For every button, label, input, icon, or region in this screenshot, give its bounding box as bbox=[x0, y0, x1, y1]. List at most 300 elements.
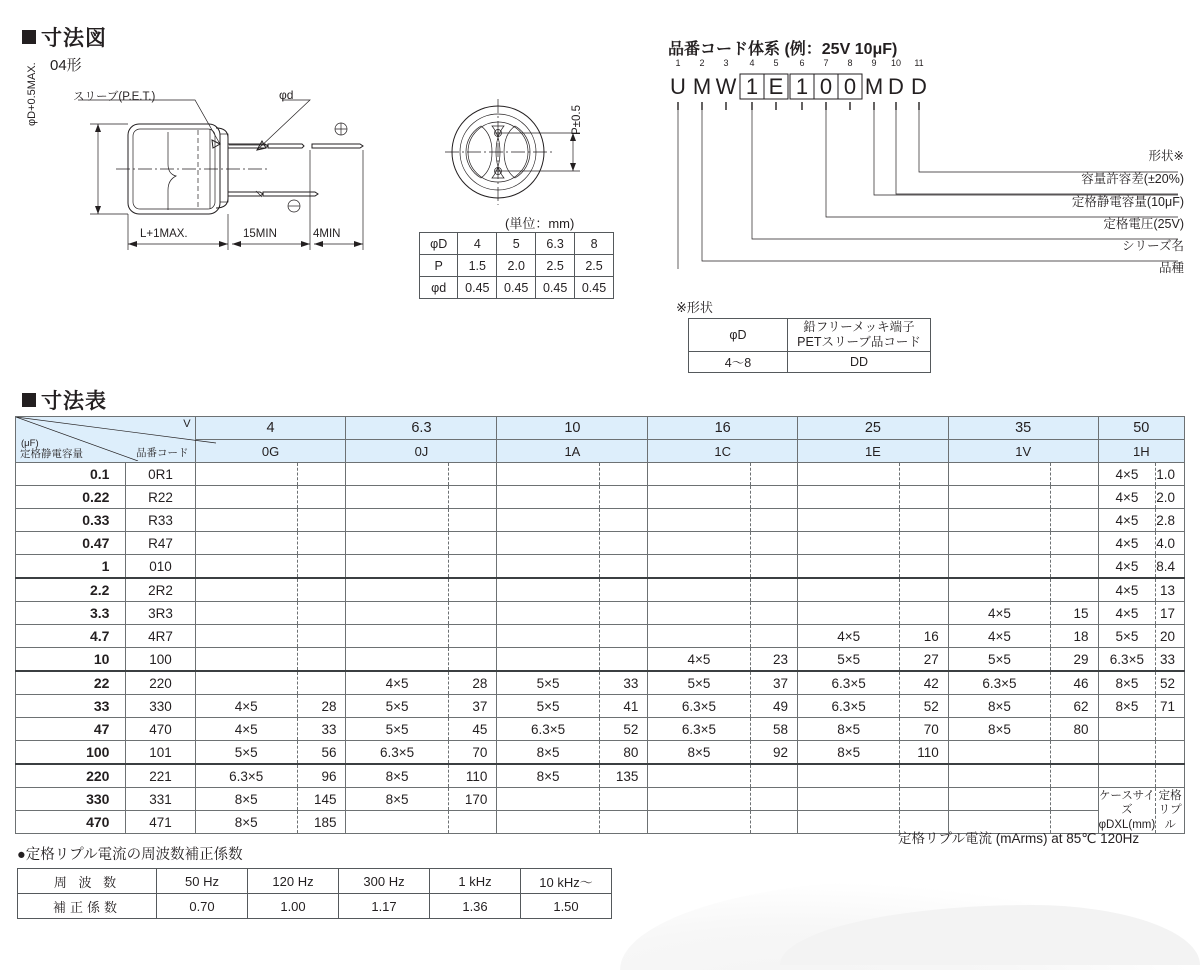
svg-text:0: 0 bbox=[819, 74, 833, 99]
table-row bbox=[420, 255, 614, 277]
part-code-value: 4R7 bbox=[126, 625, 195, 648]
capacitor-dimension-table bbox=[15, 416, 1185, 834]
ripple-current-cell bbox=[1051, 509, 1099, 532]
callout-type: 品種 bbox=[1158, 261, 1184, 275]
ripple-current-cell bbox=[900, 555, 949, 579]
case-size-cell: 5×5 bbox=[798, 648, 900, 672]
case-size-cell: 5×5 bbox=[497, 671, 599, 695]
legend-case-size: ケースサイズ φDXL(mm) bbox=[1098, 788, 1156, 834]
case-size-cell bbox=[497, 578, 599, 602]
voltage-code-1E: 1E bbox=[798, 440, 949, 463]
legend-ripple: 定格 リプル bbox=[1156, 788, 1185, 834]
case-size-cell: 8×5 bbox=[497, 764, 599, 788]
case-size-cell bbox=[798, 788, 900, 811]
voltage-header-16v: 16 bbox=[648, 417, 798, 440]
cell: 0.45 bbox=[497, 277, 536, 299]
phi-D-label: φD+0.5MAX. bbox=[26, 62, 38, 126]
ripple-current-cell: 8.4 bbox=[1156, 555, 1185, 579]
case-size-cell bbox=[497, 463, 599, 486]
ripple-current-cell: 20 bbox=[1156, 625, 1185, 648]
cell: 0.45 bbox=[575, 277, 614, 299]
sleeve-label: スリーブ(P.E.T.) bbox=[73, 91, 156, 103]
dimension-drawing-heading bbox=[22, 22, 107, 52]
case-size-cell bbox=[195, 671, 297, 695]
case-size-cell bbox=[798, 509, 900, 532]
ripple-current-cell: 92 bbox=[750, 741, 797, 765]
drawing-type-label: 04形 bbox=[50, 57, 82, 74]
table-row bbox=[16, 509, 1185, 532]
ripple-current-cell bbox=[599, 602, 648, 625]
ripple-current-cell bbox=[750, 788, 797, 811]
shape-header-code bbox=[788, 319, 931, 352]
case-size-cell: 4×5 bbox=[1098, 509, 1156, 532]
case-size-cell bbox=[798, 463, 900, 486]
ripple-current-cell bbox=[1051, 578, 1099, 602]
case-size-cell: 4×5 bbox=[948, 625, 1050, 648]
shape-code: DD bbox=[788, 352, 931, 373]
cell: 6.3 bbox=[536, 233, 575, 255]
pin-row-label: φD bbox=[420, 233, 458, 255]
case-size-cell bbox=[648, 578, 750, 602]
voltage-code-1V: 1V bbox=[948, 440, 1098, 463]
svg-text:3: 3 bbox=[723, 58, 729, 68]
capacitance-value: 22 bbox=[16, 671, 126, 695]
ripple-current-cell: 80 bbox=[1051, 718, 1099, 741]
table-row bbox=[16, 602, 1185, 625]
ripple-current-cell: 110 bbox=[900, 741, 949, 765]
case-size-cell: 4×5 bbox=[948, 602, 1050, 625]
shape-table-title: ※形状 bbox=[676, 300, 713, 315]
ripple-current-cell: 13 bbox=[1156, 578, 1185, 602]
cell: 8 bbox=[575, 233, 614, 255]
ripple-current-cell: 29 bbox=[1051, 648, 1099, 672]
case-size-cell bbox=[195, 486, 297, 509]
table-row bbox=[16, 788, 1185, 811]
case-size-cell: 4×5 bbox=[195, 695, 297, 718]
callout-series: シリーズ名 bbox=[1122, 239, 1184, 253]
case-size-cell: 6.3×5 bbox=[497, 718, 599, 741]
capacitance-value: 2.2 bbox=[16, 578, 126, 602]
shape-header-line1: 鉛フリーメッキ端子 bbox=[803, 320, 915, 334]
table-row bbox=[16, 718, 1185, 741]
part-code-value: R47 bbox=[126, 532, 195, 555]
case-size-cell: 8×5 bbox=[1098, 671, 1156, 695]
cell: 0.45 bbox=[458, 277, 497, 299]
ripple-current-cell: 71 bbox=[1156, 695, 1185, 718]
table-row bbox=[420, 233, 614, 255]
case-size-cell: 4×5 bbox=[195, 718, 297, 741]
case-size-cell bbox=[648, 788, 750, 811]
table-row bbox=[16, 695, 1185, 718]
callout-tolerance: 容量許容差(±20%) bbox=[1081, 172, 1184, 186]
ripple-current-cell bbox=[297, 625, 346, 648]
svg-text:7: 7 bbox=[823, 58, 829, 68]
case-size-cell bbox=[195, 509, 297, 532]
shape-header-phiD: φD bbox=[689, 319, 788, 352]
ripple-current-cell bbox=[297, 486, 346, 509]
ripple-current-cell: 33 bbox=[599, 671, 648, 695]
cell: 2.5 bbox=[575, 255, 614, 277]
svg-text:2: 2 bbox=[699, 58, 705, 68]
ripple-current-cell bbox=[297, 555, 346, 579]
ripple-current-cell bbox=[1156, 718, 1185, 741]
ripple-current-cell bbox=[297, 648, 346, 672]
ripple-current-cell: 145 bbox=[297, 788, 346, 811]
case-size-cell bbox=[195, 648, 297, 672]
case-size-cell: 4×5 bbox=[1098, 578, 1156, 602]
ripple-current-cell bbox=[750, 486, 797, 509]
case-size-cell bbox=[948, 486, 1050, 509]
case-size-cell: 5×5 bbox=[497, 695, 599, 718]
ripple-current-cell: 110 bbox=[448, 764, 497, 788]
ripple-current-cell bbox=[750, 509, 797, 532]
ripple-current-cell bbox=[599, 578, 648, 602]
svg-text:4: 4 bbox=[749, 58, 755, 68]
header-corner-cell bbox=[16, 417, 196, 463]
capacitance-value: 47 bbox=[16, 718, 126, 741]
case-size-cell: 6.3×5 bbox=[948, 671, 1050, 695]
case-size-cell bbox=[346, 555, 448, 579]
case-size-cell: 4×5 bbox=[1098, 555, 1156, 579]
table-row bbox=[16, 532, 1185, 555]
case-size-cell bbox=[948, 578, 1050, 602]
ripple-current-cell bbox=[599, 555, 648, 579]
ripple-current-cell bbox=[297, 578, 346, 602]
phi-d-lead-label: φd bbox=[279, 88, 294, 102]
svg-text:1: 1 bbox=[795, 74, 809, 99]
svg-text:10: 10 bbox=[890, 58, 902, 68]
cell: 2.0 bbox=[497, 255, 536, 277]
freq-table-heading bbox=[17, 843, 243, 864]
case-size-cell bbox=[497, 788, 599, 811]
ripple-current-cell bbox=[599, 532, 648, 555]
voltage-code-1A: 1A bbox=[497, 440, 648, 463]
ripple-current-cell: 33 bbox=[297, 718, 346, 741]
ripple-current-cell bbox=[448, 578, 497, 602]
freq-10khz: 10 kHz〜 bbox=[521, 869, 612, 894]
ripple-current-cell bbox=[599, 648, 648, 672]
part-code-value: 101 bbox=[126, 741, 195, 765]
case-size-cell bbox=[195, 532, 297, 555]
table-row bbox=[16, 625, 1185, 648]
heading-square-bullet bbox=[22, 30, 36, 44]
ripple-current-cell bbox=[750, 811, 797, 834]
voltage-header-10v: 10 bbox=[497, 417, 648, 440]
callout-voltage: 定格電圧(25V) bbox=[1103, 217, 1184, 231]
case-size-cell bbox=[346, 486, 448, 509]
freq-row-label: 周 波 数 bbox=[18, 869, 157, 894]
corner-voltage-label: V bbox=[183, 418, 191, 430]
lead-length-label: 15MIN bbox=[243, 228, 277, 240]
freq-50hz: 50 Hz bbox=[157, 869, 248, 894]
ripple-current-cell: 18 bbox=[1051, 625, 1099, 648]
capacitance-value: 330 bbox=[16, 788, 126, 811]
corner-unit-label: (μF) bbox=[21, 438, 39, 449]
ripple-current-footnote: 定格リプル電流 (mArms) at 85℃ 120Hz bbox=[898, 831, 1140, 846]
part-code-value: 471 bbox=[126, 811, 195, 834]
table-row bbox=[16, 555, 1185, 579]
ripple-current-cell bbox=[599, 463, 648, 486]
svg-text:1: 1 bbox=[675, 58, 681, 68]
case-size-cell bbox=[798, 555, 900, 579]
case-size-cell bbox=[798, 578, 900, 602]
ripple-current-cell: 46 bbox=[1051, 671, 1099, 695]
case-size-cell: 4×5 bbox=[798, 625, 900, 648]
case-size-cell: 8×5 bbox=[195, 788, 297, 811]
table-row bbox=[16, 671, 1185, 695]
ripple-current-cell bbox=[750, 602, 797, 625]
corner-code-label: 品番コード bbox=[136, 447, 189, 459]
capacitance-value: 470 bbox=[16, 811, 126, 834]
ripple-current-cell bbox=[900, 486, 949, 509]
case-size-cell: 6.3×5 bbox=[798, 671, 900, 695]
case-size-cell bbox=[948, 532, 1050, 555]
case-size-cell bbox=[648, 602, 750, 625]
svg-text:W: W bbox=[715, 74, 737, 99]
capacitance-value: 0.47 bbox=[16, 532, 126, 555]
ripple-current-cell: 1.0 bbox=[1156, 463, 1185, 486]
table-row bbox=[18, 869, 612, 894]
case-size-cell bbox=[346, 463, 448, 486]
ripple-current-cell: 37 bbox=[448, 695, 497, 718]
part-code-value: 0R1 bbox=[126, 463, 195, 486]
case-size-cell bbox=[497, 532, 599, 555]
svg-text:D: D bbox=[911, 74, 927, 99]
case-size-cell bbox=[648, 532, 750, 555]
frequency-correction-table bbox=[17, 868, 612, 919]
case-size-cell: 5×5 bbox=[346, 718, 448, 741]
capacitance-value: 33 bbox=[16, 695, 126, 718]
table-row bbox=[16, 463, 1185, 486]
ripple-current-cell bbox=[448, 625, 497, 648]
case-size-cell: 8×5 bbox=[648, 741, 750, 765]
freq-120hz: 120 Hz bbox=[248, 869, 339, 894]
ripple-current-cell bbox=[297, 602, 346, 625]
case-size-cell: 4×5 bbox=[1098, 602, 1156, 625]
case-size-cell: 6.3×5 bbox=[648, 718, 750, 741]
case-size-cell: 6.3×5 bbox=[798, 695, 900, 718]
shape-header-line2: PETスリーブ品コード bbox=[797, 335, 921, 349]
case-size-cell bbox=[346, 625, 448, 648]
ripple-current-cell bbox=[750, 764, 797, 788]
case-size-cell bbox=[1098, 741, 1156, 765]
part-code-diagram bbox=[668, 36, 1188, 286]
ripple-current-cell bbox=[900, 578, 949, 602]
pin-row-label: P bbox=[420, 255, 458, 277]
freq-table-title: 定格リプル電流の周波数補正係数 bbox=[25, 847, 243, 863]
case-size-cell: 8×5 bbox=[195, 811, 297, 834]
ripple-current-cell: 135 bbox=[599, 764, 648, 788]
ripple-current-cell bbox=[448, 648, 497, 672]
case-size-cell: 6.3×5 bbox=[648, 695, 750, 718]
capacitor-top-view-drawing bbox=[440, 95, 620, 215]
cell: 2.5 bbox=[536, 255, 575, 277]
ripple-current-cell bbox=[750, 555, 797, 579]
case-size-cell bbox=[346, 578, 448, 602]
capacitance-value: 4.7 bbox=[16, 625, 126, 648]
case-size-cell bbox=[948, 509, 1050, 532]
part-code-value: R33 bbox=[126, 509, 195, 532]
case-size-cell bbox=[497, 486, 599, 509]
svg-text:8: 8 bbox=[847, 58, 853, 68]
coeff-300hz: 1.17 bbox=[339, 894, 430, 919]
coeff-1khz: 1.36 bbox=[430, 894, 521, 919]
ripple-current-cell: 17 bbox=[1156, 602, 1185, 625]
part-code-value: 331 bbox=[126, 788, 195, 811]
voltage-code-0G: 0G bbox=[195, 440, 346, 463]
part-code-value: 3R3 bbox=[126, 602, 195, 625]
dimension-table-heading bbox=[22, 385, 107, 415]
table-row bbox=[16, 578, 1185, 602]
case-size-cell bbox=[948, 555, 1050, 579]
dimension-table-title: 寸法表 bbox=[41, 390, 107, 413]
svg-text:11: 11 bbox=[914, 58, 924, 68]
part-code-value: 010 bbox=[126, 555, 195, 579]
part-code-value: 220 bbox=[126, 671, 195, 695]
capacitance-value: 220 bbox=[16, 764, 126, 788]
ripple-current-cell: 2.8 bbox=[1156, 509, 1185, 532]
case-size-cell: 4×5 bbox=[648, 648, 750, 672]
cell: 4 bbox=[458, 233, 497, 255]
page-watermark bbox=[620, 880, 1200, 970]
case-size-cell bbox=[195, 602, 297, 625]
ripple-current-cell: 28 bbox=[448, 671, 497, 695]
case-size-cell: 6.3×5 bbox=[346, 741, 448, 765]
svg-text:0: 0 bbox=[843, 74, 857, 99]
voltage-code-1C: 1C bbox=[648, 440, 798, 463]
ripple-current-cell: 16 bbox=[900, 625, 949, 648]
ripple-current-cell bbox=[297, 463, 346, 486]
case-size-cell bbox=[948, 741, 1050, 765]
ripple-current-cell bbox=[900, 602, 949, 625]
voltage-header-4v: 4 bbox=[195, 417, 346, 440]
part-code-value: 2R2 bbox=[126, 578, 195, 602]
part-code-value: 100 bbox=[126, 648, 195, 672]
cell: 5 bbox=[497, 233, 536, 255]
part-code-title: 品番コード体系 (例：25V 10μF) bbox=[668, 41, 898, 58]
table-row bbox=[16, 648, 1185, 672]
pitch-label: P±0.5 bbox=[571, 105, 583, 135]
ripple-current-cell: 37 bbox=[750, 671, 797, 695]
ripple-current-cell bbox=[750, 532, 797, 555]
ripple-current-cell: 49 bbox=[750, 695, 797, 718]
svg-text:E: E bbox=[768, 74, 784, 99]
bullet-dot: ● bbox=[17, 847, 26, 863]
case-size-cell: 8×5 bbox=[346, 764, 448, 788]
case-size-cell: 5×5 bbox=[195, 741, 297, 765]
ripple-current-cell bbox=[1051, 741, 1099, 765]
case-size-cell: 5×5 bbox=[648, 671, 750, 695]
cell: 0.45 bbox=[536, 277, 575, 299]
ripple-current-cell bbox=[900, 509, 949, 532]
ripple-current-cell bbox=[448, 463, 497, 486]
case-size-cell: 5×5 bbox=[948, 648, 1050, 672]
ripple-current-cell: 70 bbox=[900, 718, 949, 741]
callout-shape: 形状※ bbox=[1148, 149, 1184, 163]
ripple-current-cell bbox=[599, 811, 648, 834]
freq-1khz: 1 kHz bbox=[430, 869, 521, 894]
case-size-cell bbox=[497, 811, 599, 834]
case-size-cell bbox=[648, 486, 750, 509]
ripple-current-cell: 52 bbox=[900, 695, 949, 718]
case-size-cell bbox=[497, 555, 599, 579]
svg-text:M: M bbox=[692, 74, 712, 99]
ripple-current-cell: 33 bbox=[1156, 648, 1185, 672]
table-header-voltage-row bbox=[16, 417, 1185, 440]
ripple-current-cell: 42 bbox=[900, 671, 949, 695]
case-size-cell bbox=[497, 509, 599, 532]
case-size-cell bbox=[798, 811, 900, 834]
ripple-current-cell: 41 bbox=[599, 695, 648, 718]
svg-text:1: 1 bbox=[745, 74, 759, 99]
case-size-cell bbox=[648, 625, 750, 648]
ripple-current-cell bbox=[297, 532, 346, 555]
shape-range: 4〜8 bbox=[689, 352, 788, 373]
capacitance-value: 100 bbox=[16, 741, 126, 765]
case-size-cell bbox=[195, 578, 297, 602]
case-size-cell: 4×5 bbox=[346, 671, 448, 695]
case-size-cell bbox=[798, 532, 900, 555]
case-size-cell: 4×5 bbox=[1098, 486, 1156, 509]
case-size-cell bbox=[948, 764, 1050, 788]
ripple-current-cell bbox=[900, 788, 949, 811]
voltage-header-25v: 25 bbox=[798, 417, 949, 440]
ripple-current-cell: 170 bbox=[448, 788, 497, 811]
case-size-cell bbox=[648, 764, 750, 788]
ripple-current-cell bbox=[1051, 555, 1099, 579]
table-row bbox=[16, 486, 1185, 509]
ripple-current-cell bbox=[1156, 764, 1185, 788]
case-size-cell: 8×5 bbox=[497, 741, 599, 765]
ripple-current-cell: 4.0 bbox=[1156, 532, 1185, 555]
ripple-current-cell bbox=[599, 486, 648, 509]
case-size-cell: 8×5 bbox=[1098, 695, 1156, 718]
case-size-cell bbox=[346, 811, 448, 834]
ripple-current-cell bbox=[1156, 741, 1185, 765]
case-size-cell: 5×5 bbox=[346, 695, 448, 718]
case-size-cell: 8×5 bbox=[798, 741, 900, 765]
case-size-cell bbox=[195, 463, 297, 486]
ripple-current-cell bbox=[448, 509, 497, 532]
ripple-current-cell: 15 bbox=[1051, 602, 1099, 625]
ripple-current-cell bbox=[448, 532, 497, 555]
ripple-current-cell: 56 bbox=[297, 741, 346, 765]
svg-text:M: M bbox=[864, 74, 884, 99]
capacitance-value: 10 bbox=[16, 648, 126, 672]
dimension-drawing-title: 寸法図 bbox=[41, 27, 107, 50]
case-size-cell bbox=[648, 811, 750, 834]
unit-note: (単位：mm) bbox=[505, 216, 575, 231]
capacitance-value: 0.33 bbox=[16, 509, 126, 532]
ripple-current-cell: 185 bbox=[297, 811, 346, 834]
case-size-cell bbox=[497, 602, 599, 625]
case-size-cell bbox=[195, 625, 297, 648]
ripple-current-cell bbox=[900, 463, 949, 486]
ripple-current-cell bbox=[599, 788, 648, 811]
case-size-cell: 8×5 bbox=[798, 718, 900, 741]
page-watermark-secondary bbox=[780, 905, 1200, 965]
case-size-cell: 8×5 bbox=[948, 695, 1050, 718]
case-size-cell: 6.3×5 bbox=[195, 764, 297, 788]
case-size-cell bbox=[798, 602, 900, 625]
part-code-value: R22 bbox=[126, 486, 195, 509]
shape-code-table bbox=[688, 318, 931, 373]
dimension-table-body bbox=[16, 463, 1185, 834]
freq-300hz: 300 Hz bbox=[339, 869, 430, 894]
case-size-cell: 4×5 bbox=[1098, 463, 1156, 486]
voltage-code-0J: 0J bbox=[346, 440, 497, 463]
table-row bbox=[16, 764, 1185, 788]
